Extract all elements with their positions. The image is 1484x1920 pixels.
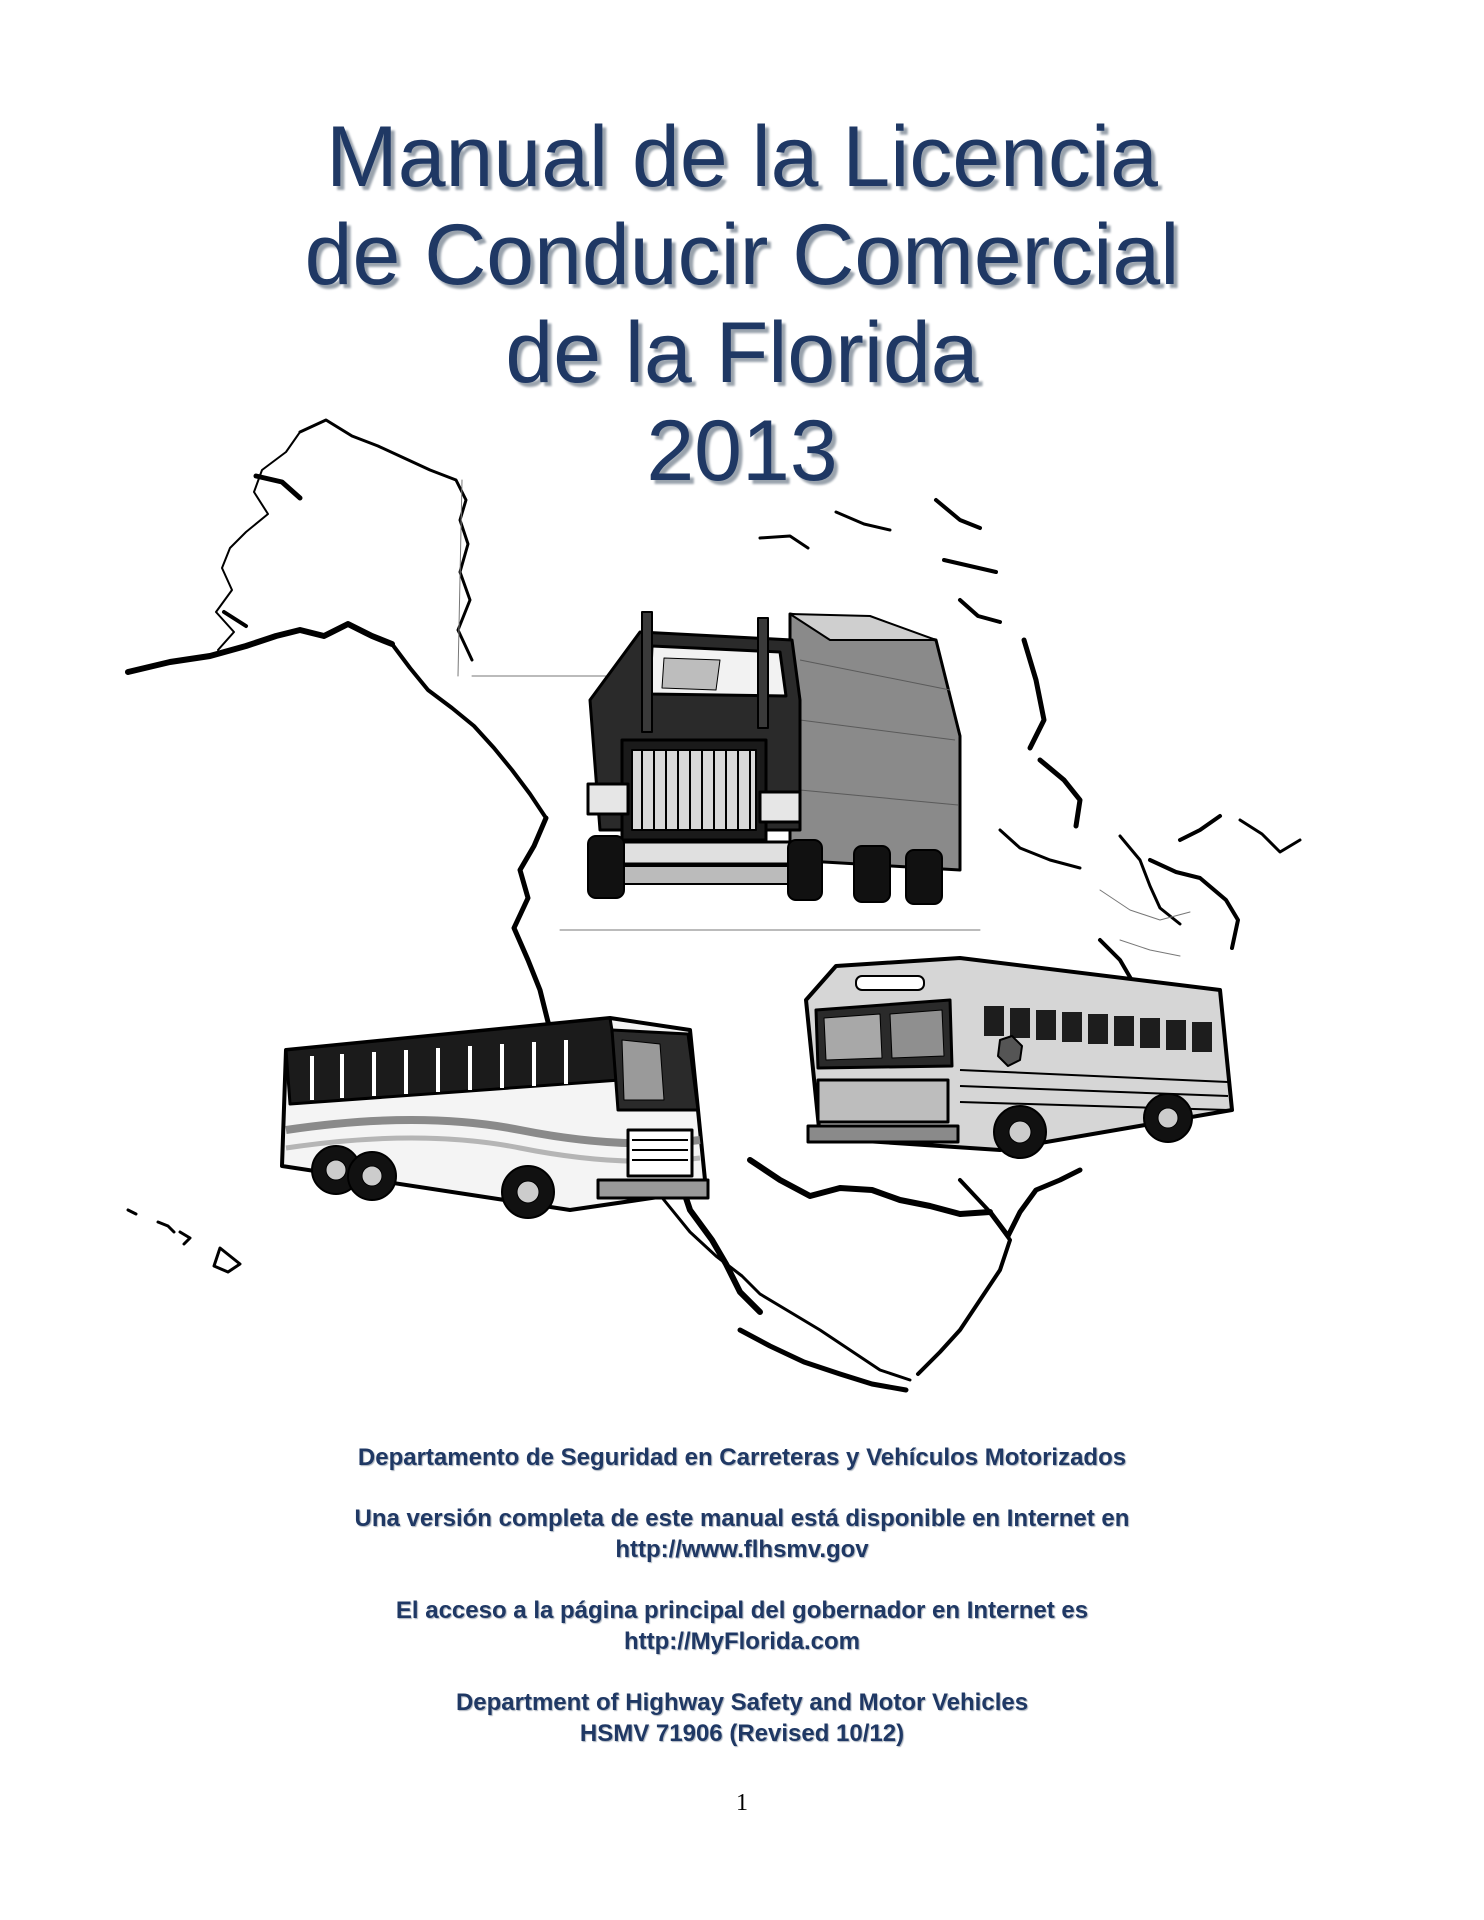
north-america-map	[128, 420, 1300, 1390]
cover-footer	[0, 1442, 1484, 1779]
online-version-text: Una versión completa de este manual está disponible en Internet en	[354, 1505, 1130, 1532]
myflorida-link[interactable]: http://MyFlorida.com	[624, 1628, 860, 1655]
form-number: HSMV 71906 (Revised 10/12)	[579, 1720, 905, 1747]
online-version-paragraph	[0, 1503, 1484, 1565]
department-spanish-paragraph	[0, 1442, 1484, 1473]
department-english: Department of Highway Safety and Motor Vehicles	[455, 1689, 1029, 1716]
school-bus-illustration	[806, 958, 1232, 1158]
department-english-paragraph	[0, 1687, 1484, 1749]
page-number: 1	[736, 1790, 748, 1816]
hawaii-islands	[128, 1210, 240, 1272]
department-spanish: Departamento de Seguridad en Carreteras y Vehículos Motorizados	[357, 1444, 1127, 1471]
manual-title	[0, 108, 1484, 500]
title-line-3: de la Florida	[505, 305, 979, 401]
motorcoach-illustration	[282, 1018, 708, 1218]
semi-truck-illustration	[588, 612, 960, 904]
governor-page-paragraph	[0, 1595, 1484, 1657]
title-year: 2013	[646, 403, 838, 499]
governor-page-text: El acceso a la página principal del gobernador en Internet es	[395, 1597, 1089, 1624]
flhsmv-link[interactable]: http://www.flhsmv.gov	[615, 1536, 869, 1563]
title-line-1: Manual de la Licencia	[326, 109, 1158, 205]
title-line-2: de Conducir Comercial	[304, 207, 1180, 303]
